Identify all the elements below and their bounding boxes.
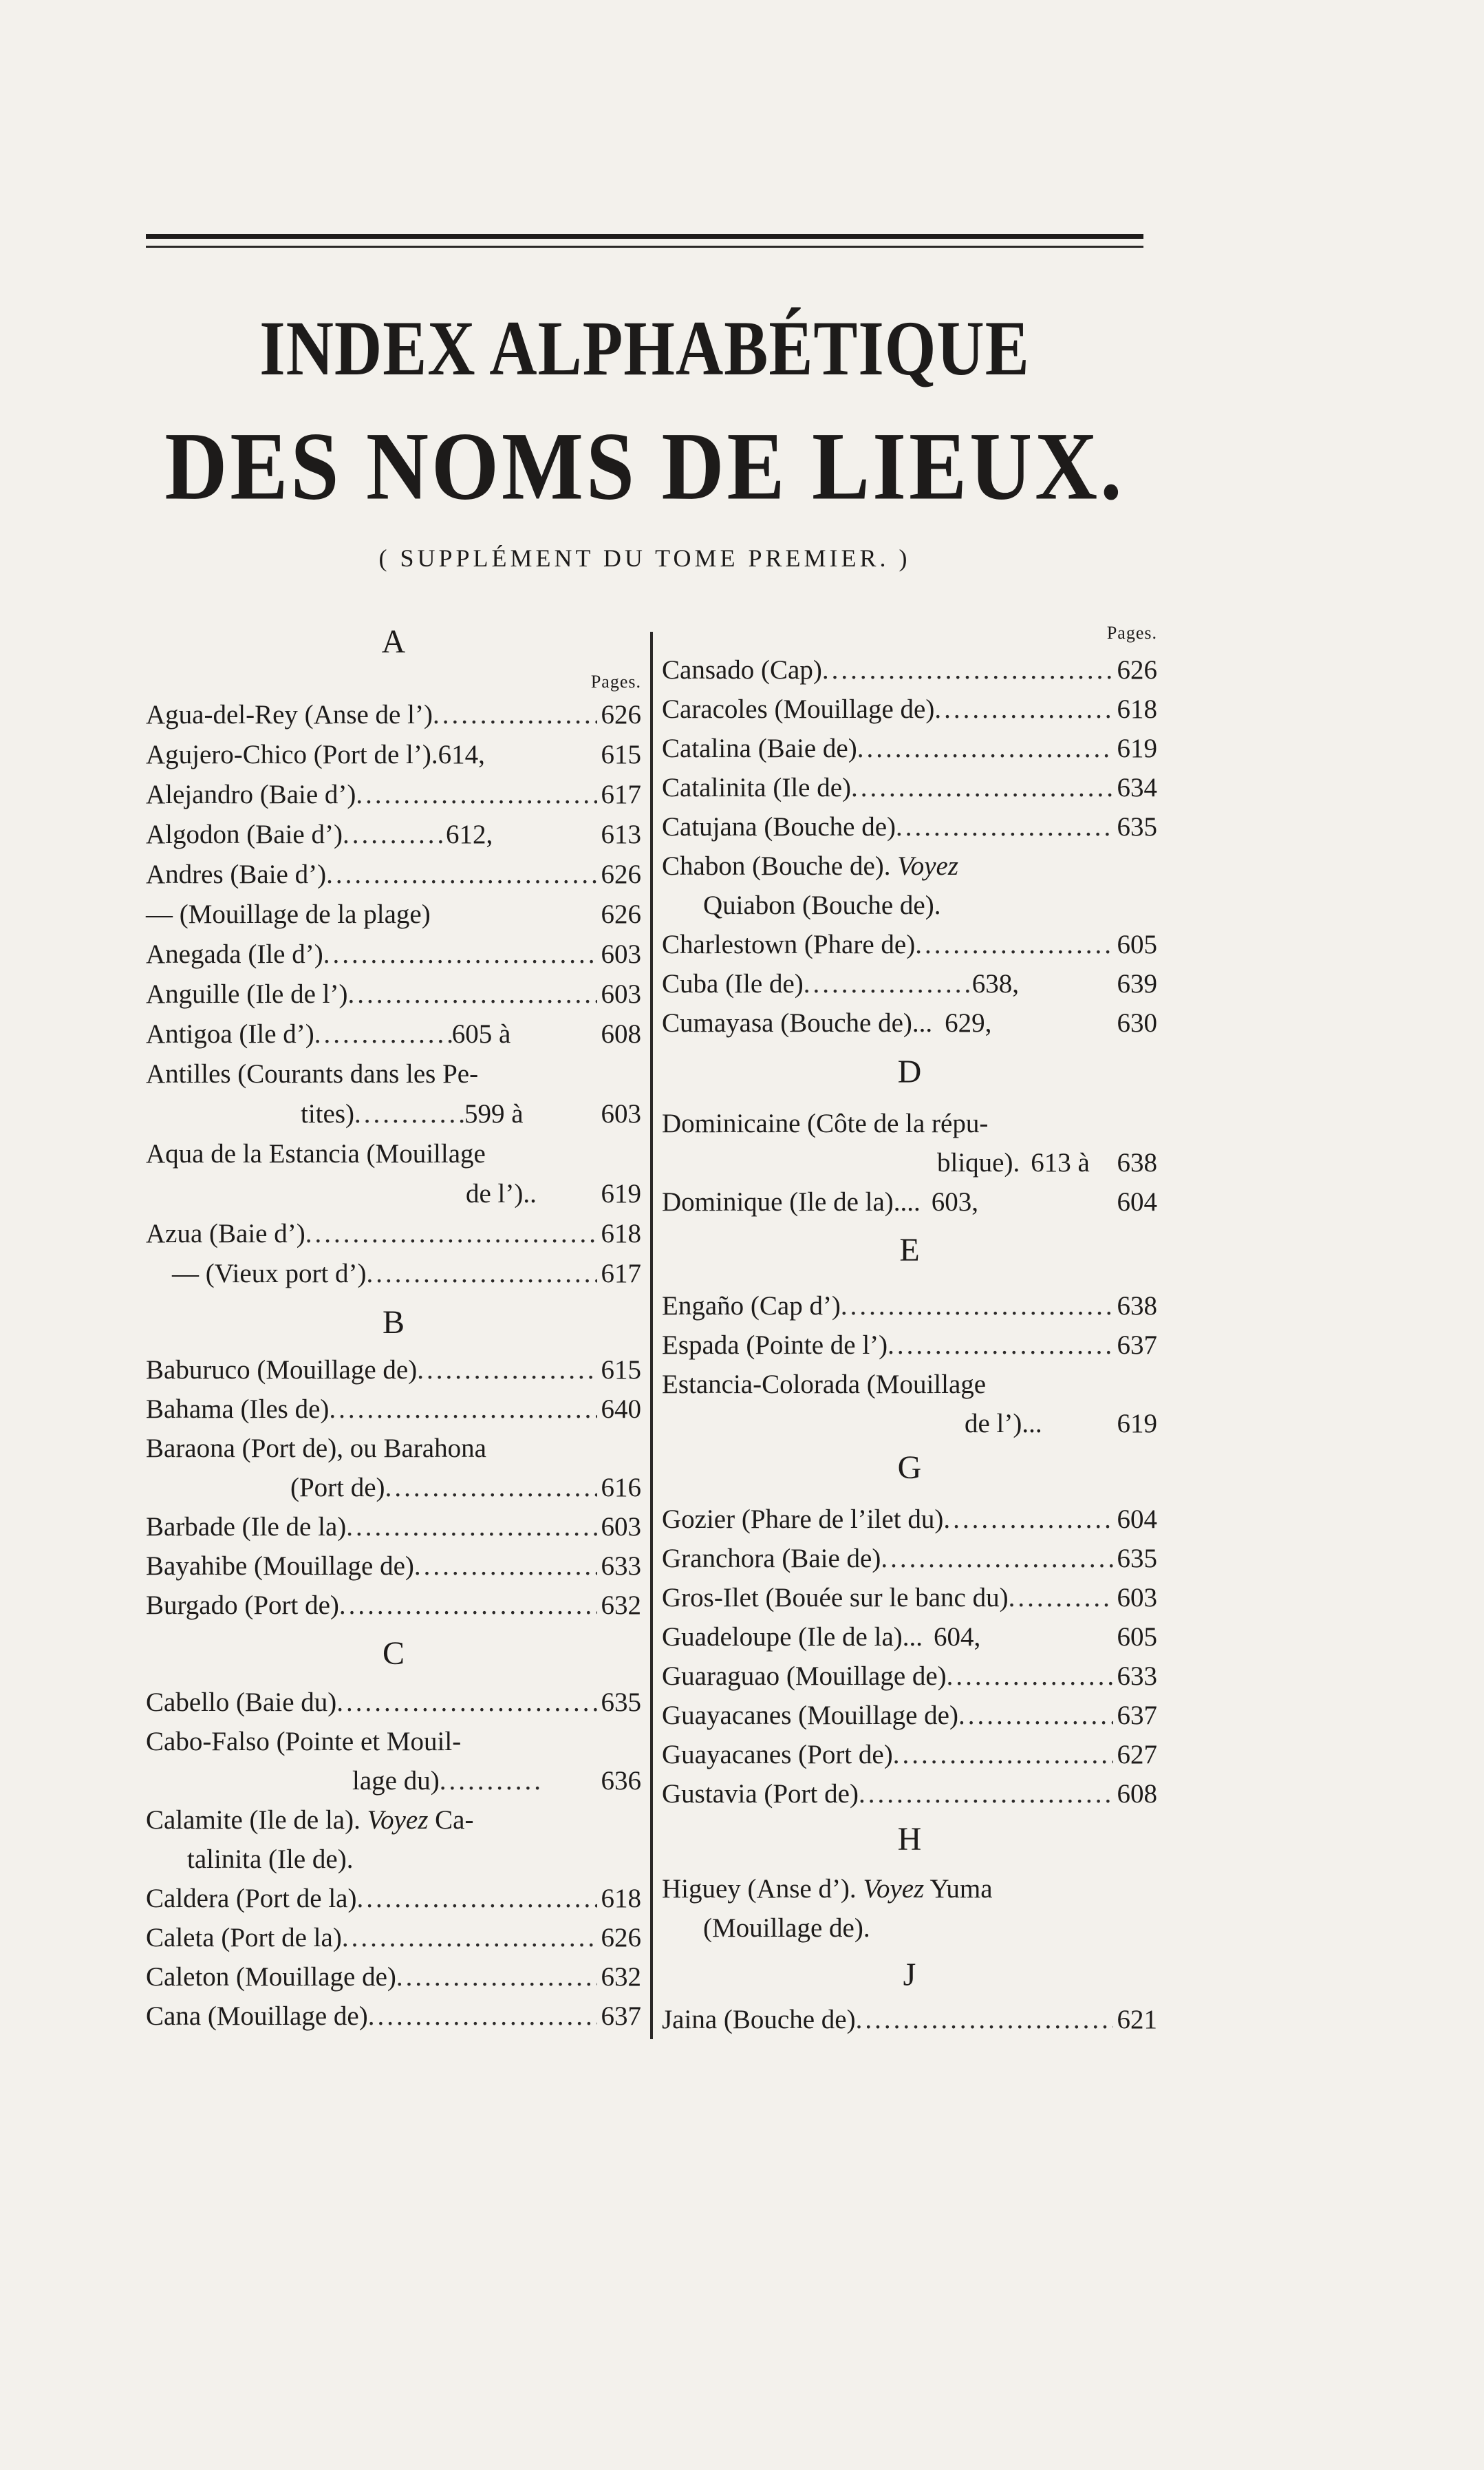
index-entry: Guayacanes (Port de) ..... 627 — [662, 1736, 1157, 1774]
page-number: 637 — [1117, 1701, 1157, 1730]
index-entry-line: Cabo-Falso (Pointe et Mouil- — [146, 1727, 462, 1756]
index-entry: Catujana (Bouche de) ..... 635 — [662, 808, 1157, 847]
index-entry-line: Antilles (Courants dans les Pe- — [146, 1059, 479, 1089]
index-entry: Bahama (Iles de) ..... 640 — [146, 1390, 641, 1429]
page-number: 608 — [601, 1019, 641, 1049]
page-number: 619 — [601, 1179, 641, 1209]
index-entry: Baburuco (Mouillage de) ..... 615 — [146, 1351, 641, 1390]
index-entry-line: Calamite (Ile de la). Voyez Ca- — [146, 1805, 474, 1835]
index-entry: Caleta (Port de la) ..... 626 — [146, 1919, 641, 1957]
page-number: 603 — [601, 1099, 641, 1129]
header-rule-thick — [146, 234, 1143, 239]
page-number: 626 — [601, 860, 641, 889]
index-entry: Granchora (Baie de) ..... 635 — [662, 1540, 1157, 1578]
index-entry: — (Vieux port d’) ..... 617 — [146, 1255, 641, 1293]
index-entry: Caracoles (Mouillage de) ..... 618 — [662, 690, 1157, 729]
index-entry-continuation: (Port de) ..... 616 — [146, 1469, 641, 1507]
page-number: 608 — [1117, 1779, 1157, 1809]
page-number: 615 — [601, 1355, 641, 1385]
index-entry: Barbade (Ile de la) ..... 603 — [146, 1508, 641, 1546]
index-entry: Engaño (Cap d’) ..... 638 — [662, 1287, 1157, 1326]
page-number: 626 — [601, 1923, 641, 1952]
page-number: 638 — [1117, 1148, 1157, 1178]
page-number: 603 — [1117, 1583, 1157, 1612]
page-number: 604 — [1117, 1187, 1157, 1217]
index-entry: Antigoa (Ile d’) ..... 605 à 608 — [146, 1015, 641, 1054]
page-number: 626 — [601, 899, 641, 929]
page-number: 632 — [601, 1962, 641, 1992]
index-entry: Jaina (Bouche de) ..... 621 — [662, 2001, 1157, 2039]
index-entry-continuation: talinita (Ile de). — [187, 1844, 354, 1874]
title-line-1: INDEX ALPHABÉTIQUE — [259, 304, 1030, 392]
page-number: 637 — [1117, 1330, 1157, 1360]
section-letter-c: C — [382, 1635, 405, 1672]
index-entry: Gros-Ilet (Bouée sur le banc du) ..... 603 — [662, 1579, 1157, 1617]
index-entry-line: Aqua de la Estancia (Mouillage — [146, 1139, 486, 1169]
index-entry: Cumayasa (Bouche de)... 629, 630 — [662, 1004, 1157, 1043]
index-entry: Cansado (Cap) ..... 626 — [662, 651, 1157, 690]
index-entry: Anegada (Ile d’) ..... 603 — [146, 935, 641, 974]
index-entry: Caldera (Port de la) ..... 618 — [146, 1880, 641, 1918]
page-number: 619 — [1117, 1409, 1157, 1438]
page-number: 604 — [1117, 1504, 1157, 1534]
voyez-reference: Voyez — [897, 851, 959, 881]
index-entry-continuation: lage du) ..... 636 — [146, 1762, 641, 1800]
voyez-reference: Voyez — [367, 1805, 429, 1835]
index-entry: Gozier (Phare de l’ilet du) ..... 604 — [662, 1500, 1157, 1539]
page-number: 615 — [601, 740, 641, 769]
index-entry-line: Baraona (Port de), ou Barahona — [146, 1434, 486, 1463]
index-entry: Gustavia (Port de) ..... 608 — [662, 1775, 1157, 1813]
index-entry: Andres (Baie d’) ..... 626 — [146, 855, 641, 894]
page-number: 636 — [601, 1766, 641, 1796]
page-number: 640 — [601, 1394, 641, 1424]
index-entry: Charlestown (Phare de) ..... 605 — [662, 926, 1157, 964]
section-letter-e: E — [899, 1232, 920, 1268]
section-letter-d: D — [897, 1054, 922, 1090]
index-entry: Catalina (Baie de) ..... 619 — [662, 730, 1157, 768]
page-number: 605 — [1117, 930, 1157, 959]
index-entry: — (Mouillage de la plage) 626 — [146, 895, 641, 934]
page-number: 618 — [601, 1884, 641, 1913]
page-number: 637 — [601, 2001, 641, 2031]
page-number: 617 — [601, 1259, 641, 1288]
index-entry-line: Estancia-Colorada (Mouillage — [662, 1370, 987, 1399]
page-number: 605 — [1117, 1622, 1157, 1652]
header-rule-thin — [146, 246, 1143, 248]
section-letter-a: A — [381, 624, 406, 660]
index-entry-continuation: de l’)... 619 — [662, 1405, 1157, 1443]
index-entry-line: Chabon (Bouche de). Voyez — [662, 851, 959, 881]
index-entry: Guayacanes (Mouillage de) ..... 637 — [662, 1696, 1157, 1735]
subtitle: ( SUPPLÉMENT DU TOME PREMIER. ) — [378, 544, 911, 572]
section-letter-b: B — [382, 1304, 405, 1341]
index-entry: Alejandro (Baie d’) ..... 617 — [146, 776, 641, 814]
index-entry: Cuba (Ile de) ..... 638, 639 — [662, 965, 1157, 1003]
section-letter-h: H — [897, 1821, 922, 1857]
index-entry: Agujero-Chico (Port de l’). 614, 615 — [146, 736, 641, 774]
page-number: 617 — [601, 780, 641, 809]
title-line-2: DES NOMS DE LIEUX. — [164, 413, 1125, 520]
index-entry: Azua (Baie d’) ..... 618 — [146, 1215, 641, 1253]
page-number: 613 — [601, 820, 641, 849]
column-divider — [650, 632, 653, 2039]
index-entry: Cabello (Baie du) ..... 635 — [146, 1683, 641, 1722]
index-entry: Bayahibe (Mouillage de) ..... 633 — [146, 1547, 641, 1586]
index-entry: Agua-del-Rey (Anse de l’) ..... 626 — [146, 696, 641, 734]
pages-header-right: Pages. — [1106, 623, 1157, 643]
page-number: 638 — [1117, 1291, 1157, 1321]
index-entry: Burgado (Port de) ..... 632 — [146, 1586, 641, 1625]
page-number: 633 — [601, 1551, 641, 1581]
page-number: 635 — [1117, 812, 1157, 842]
page-number: 626 — [1117, 655, 1157, 685]
index-entry: Espada (Pointe de l’) ..... 637 — [662, 1326, 1157, 1365]
index-entry: Algodon (Baie d’) ..... 612, 613 — [146, 816, 641, 854]
index-entry-line: Dominicaine (Côte de la répu- — [662, 1109, 989, 1138]
page-number: 621 — [1117, 2005, 1157, 2034]
index-entry: Caleton (Mouillage de) ..... 632 — [146, 1958, 641, 1997]
index-entry: Catalinita (Ile de) ..... 634 — [662, 769, 1157, 807]
index-entry-continuation: de l’).. 619 — [146, 1175, 641, 1213]
page-number: 627 — [1117, 1740, 1157, 1769]
index-entry-continuation: blique). 613 à 638 — [662, 1144, 1157, 1182]
section-letter-g: G — [897, 1449, 922, 1486]
page-number: 635 — [1117, 1544, 1157, 1573]
page-number: 618 — [601, 1219, 641, 1248]
index-entry-continuation: (Mouillage de). — [703, 1913, 870, 1943]
index-entry: Dominique (Ile de la).... 603, 604 — [662, 1183, 1157, 1222]
index-entry: Guaraguao (Mouillage de) ..... 633 — [662, 1657, 1157, 1696]
page-number: 634 — [1117, 773, 1157, 802]
voyez-reference: Voyez — [863, 1874, 925, 1904]
index-entry-continuation: Quiabon (Bouche de). — [703, 891, 941, 920]
page-number: 616 — [601, 1473, 641, 1502]
page-number: 618 — [1117, 694, 1157, 724]
index-entry-line: Higuey (Anse d’). Voyez Yuma — [662, 1874, 993, 1904]
page-number: 633 — [1117, 1661, 1157, 1691]
page-number: 603 — [601, 939, 641, 969]
index-entry: Anguille (Ile de l’) ..... 603 — [146, 975, 641, 1014]
section-letter-j: J — [903, 1957, 916, 1993]
page-number: 626 — [601, 700, 641, 730]
page-number: 630 — [1117, 1008, 1157, 1038]
page-number: 619 — [1117, 734, 1157, 763]
page-number: 632 — [601, 1590, 641, 1620]
page-number: 603 — [601, 1512, 641, 1542]
index-entry: Cana (Mouillage de) ..... 637 — [146, 1997, 641, 2036]
index-entry-continuation: tites) ..... 599 à 603 — [146, 1095, 641, 1133]
page-number: 639 — [1117, 969, 1157, 999]
index-entry: Guadeloupe (Ile de la)... 604, 605 — [662, 1618, 1157, 1657]
page-number: 635 — [601, 1688, 641, 1717]
pages-header-left: Pages. — [590, 672, 641, 692]
page-number: 603 — [601, 979, 641, 1009]
